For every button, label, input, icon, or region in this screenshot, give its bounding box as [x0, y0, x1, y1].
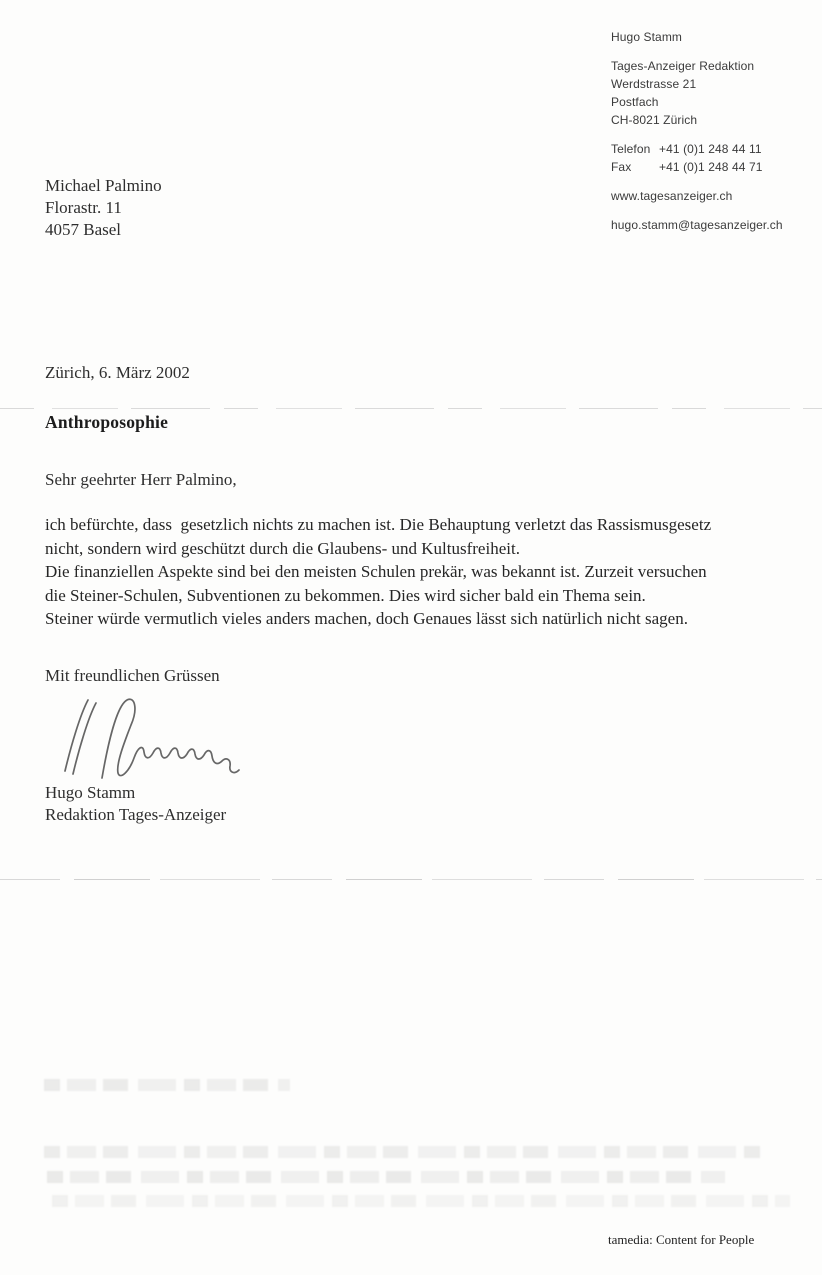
letterhead-city: CH-8021 Zürich	[611, 113, 698, 127]
letterhead-pobox: Postfach	[611, 95, 659, 109]
body-line: ich befürchte, dass gesetzlich nichts zu machen ist. Die Behauptung verletzt das Rassismusgesetz	[45, 515, 712, 534]
handwritten-signature	[52, 697, 244, 781]
recipient-name: Michael Palmino	[45, 176, 162, 195]
fold-line	[0, 879, 822, 880]
letterhead	[611, 28, 811, 245]
signature-scrawl-icon	[52, 697, 244, 781]
bleed-through-text	[44, 1146, 760, 1158]
signoff-role: Redaktion Tages-Anzeiger	[45, 805, 227, 824]
bleed-through-text	[52, 1195, 790, 1207]
fold-line	[0, 408, 822, 409]
tamedia-tagline: tamedia: Content for People	[608, 1232, 755, 1247]
body-line: Steiner würde vermutlich vieles anders machen, doch Genaues lässt sich natürlich nicht sagen.	[45, 609, 688, 628]
letterhead-org: Tages-Anzeiger Redaktion	[611, 59, 755, 73]
dateline: Zürich, 6. März 2002	[45, 363, 190, 382]
body-line: die Steiner-Schulen, Subventionen zu bekommen. Dies wird sicher bald ein Thema sein.	[45, 585, 646, 605]
signoff-block	[45, 782, 226, 826]
closing-phrase: Mit freundlichen Grüssen	[45, 666, 220, 685]
letterhead-website: www.tagesanzeiger.ch	[611, 189, 733, 203]
signoff-name: Hugo Stamm	[45, 783, 136, 802]
bleed-through-text	[44, 1079, 290, 1091]
salutation: Sehr geehrter Herr Palmino,	[45, 470, 237, 489]
phone-number: +41 (0)1 248 44 11	[659, 142, 762, 156]
letter-body	[45, 513, 805, 631]
letterhead-email: hugo.stamm@tagesanzeiger.ch	[611, 218, 783, 232]
fax-number: +41 (0)1 248 44 71	[659, 160, 763, 174]
phone-row	[611, 140, 811, 158]
body-line: nicht, sondern wird geschützt durch die Glaubens- und Kultusfreiheit.	[45, 538, 520, 558]
recipient-address	[45, 175, 162, 241]
phone-label: Telefon	[611, 142, 651, 156]
fax-row	[611, 158, 811, 176]
recipient-street: Florastr. 11	[45, 198, 122, 217]
body-line: Die finanziellen Aspekte sind bei den meisten Schulen prekär, was bekannt ist. Zurzeit versuchen	[45, 562, 707, 581]
letterhead-sender-name: Hugo Stamm	[611, 30, 683, 44]
fax-label: Fax	[611, 160, 632, 174]
letterhead-phones	[611, 140, 811, 176]
subject-line: Anthroposophie	[45, 412, 169, 432]
recipient-city: 4057 Basel	[45, 220, 122, 239]
letterhead-address	[611, 57, 811, 129]
bleed-through-text	[47, 1171, 725, 1183]
letterhead-street: Werdstrasse 21	[611, 77, 697, 91]
